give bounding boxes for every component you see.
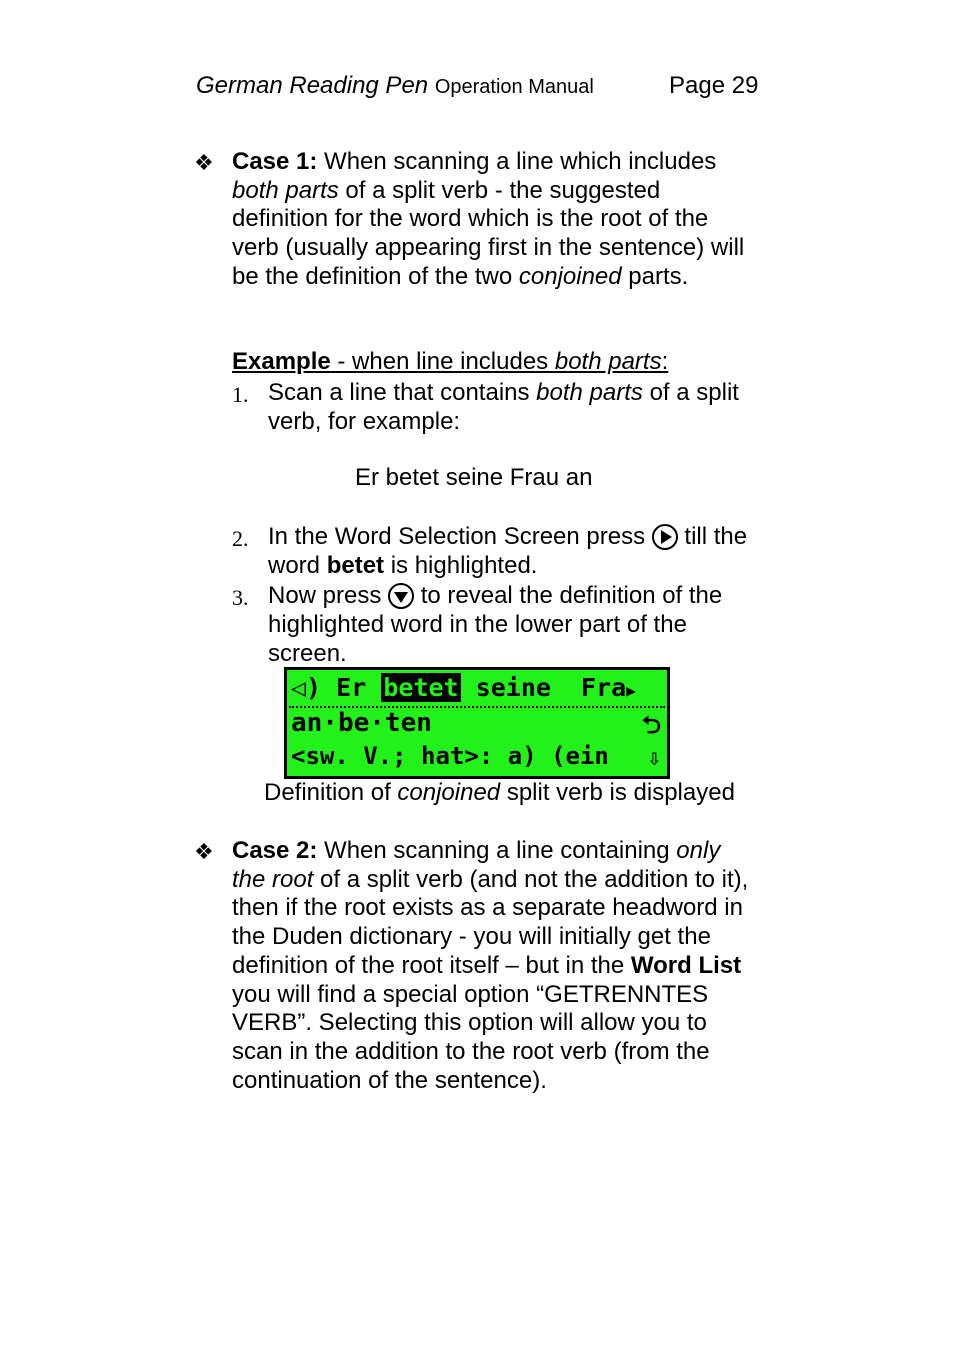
step-2-text: [268, 522, 748, 580]
step-3-text: [268, 581, 748, 668]
diamond-bullet-icon: ❖: [194, 150, 214, 175]
case2-label: Case 2:: [232, 837, 318, 864]
step-number: 1.: [232, 382, 249, 407]
screen-row-3: <sw. V.; hat>: a) (ein: [291, 742, 609, 770]
screen-row-2: an·be·ten: [291, 708, 432, 738]
screen-word: seine Fra: [475, 673, 627, 702]
more-right-icon: ▶: [626, 681, 636, 700]
case1-label: Case 1:: [232, 148, 318, 175]
speaker-icon: ◁): [291, 673, 322, 702]
step-emphasis: both parts: [536, 379, 643, 406]
diamond-bullet-icon: ❖: [194, 839, 214, 864]
down-arrow-button-icon: [388, 583, 414, 609]
case1-text: of a split verb - the suggested definition for the word which is the root of the verb (usually appearing first in the sentence) will be the definition of the two: [232, 176, 745, 290]
step-text: Scan a line that contains: [268, 379, 537, 406]
example-emphasis: both parts: [554, 348, 662, 375]
step-text: In the Word Selection Screen press: [268, 523, 652, 550]
step-1-text: [268, 378, 748, 436]
page-number: Page 29: [669, 72, 759, 99]
case1-emphasis: both parts: [232, 176, 339, 204]
caption-emphasis: conjoined: [397, 779, 501, 806]
step-text: is highlighted.: [384, 552, 538, 579]
screen-caption: [264, 779, 735, 807]
screen-word: Er: [336, 673, 367, 702]
device-screen: [284, 667, 670, 779]
manual-title: German Reading Pen: [196, 72, 429, 99]
step-number: 3.: [232, 585, 249, 610]
case2-text: you will find a special option “GETRENNTES VERB”. Selecting this option will allow you to scan in the addition to the root verb (from the continuation of the sentence).: [232, 980, 710, 1094]
step-strong: betet: [326, 552, 385, 579]
right-arrow-button-icon: [652, 524, 678, 550]
example-sentence: Er betet seine Frau an: [355, 464, 593, 491]
step-text: Now press: [268, 582, 389, 609]
case2-strong: Word List: [630, 951, 742, 979]
step-text: till the word: [268, 523, 748, 579]
scroll-down-icon: ⇩: [647, 746, 661, 771]
manual-subtitle: Operation Manual: [434, 76, 594, 98]
example-heading: [232, 348, 668, 376]
case1-text: When scanning a line which includes: [317, 148, 717, 175]
case1-paragraph: [232, 148, 752, 292]
step-number: 2.: [232, 526, 249, 551]
screen-row-1: [291, 673, 636, 702]
case2-text: When scanning a line containing: [317, 837, 677, 864]
step-text: to reveal the definition of the highlighted word in the lower part of the screen.: [268, 582, 723, 667]
screen-highlighted-word: betet: [383, 673, 459, 702]
case2-paragraph: [232, 837, 752, 1095]
example-text: - when line includes: [330, 348, 555, 375]
case1-emphasis: conjoined: [518, 262, 622, 290]
caption-text: Definition of: [264, 779, 398, 806]
example-colon: :: [661, 348, 669, 375]
step-text: of a split verb, for example:: [268, 379, 739, 435]
case2-emphasis: only the root: [232, 837, 721, 893]
case1-text: parts.: [621, 262, 689, 290]
case2-text: of a split verb (and not the addition to it), then if the root exists as a separate headword in the Duden dictionary - you will initially get the definition of the root itself – but in the: [232, 865, 749, 979]
caption-text: split verb is displayed: [500, 779, 735, 806]
return-icon: ⮌: [641, 711, 661, 739]
example-label: Example: [232, 348, 331, 375]
device-screen-display: [287, 670, 667, 776]
manual-header: [196, 72, 594, 100]
